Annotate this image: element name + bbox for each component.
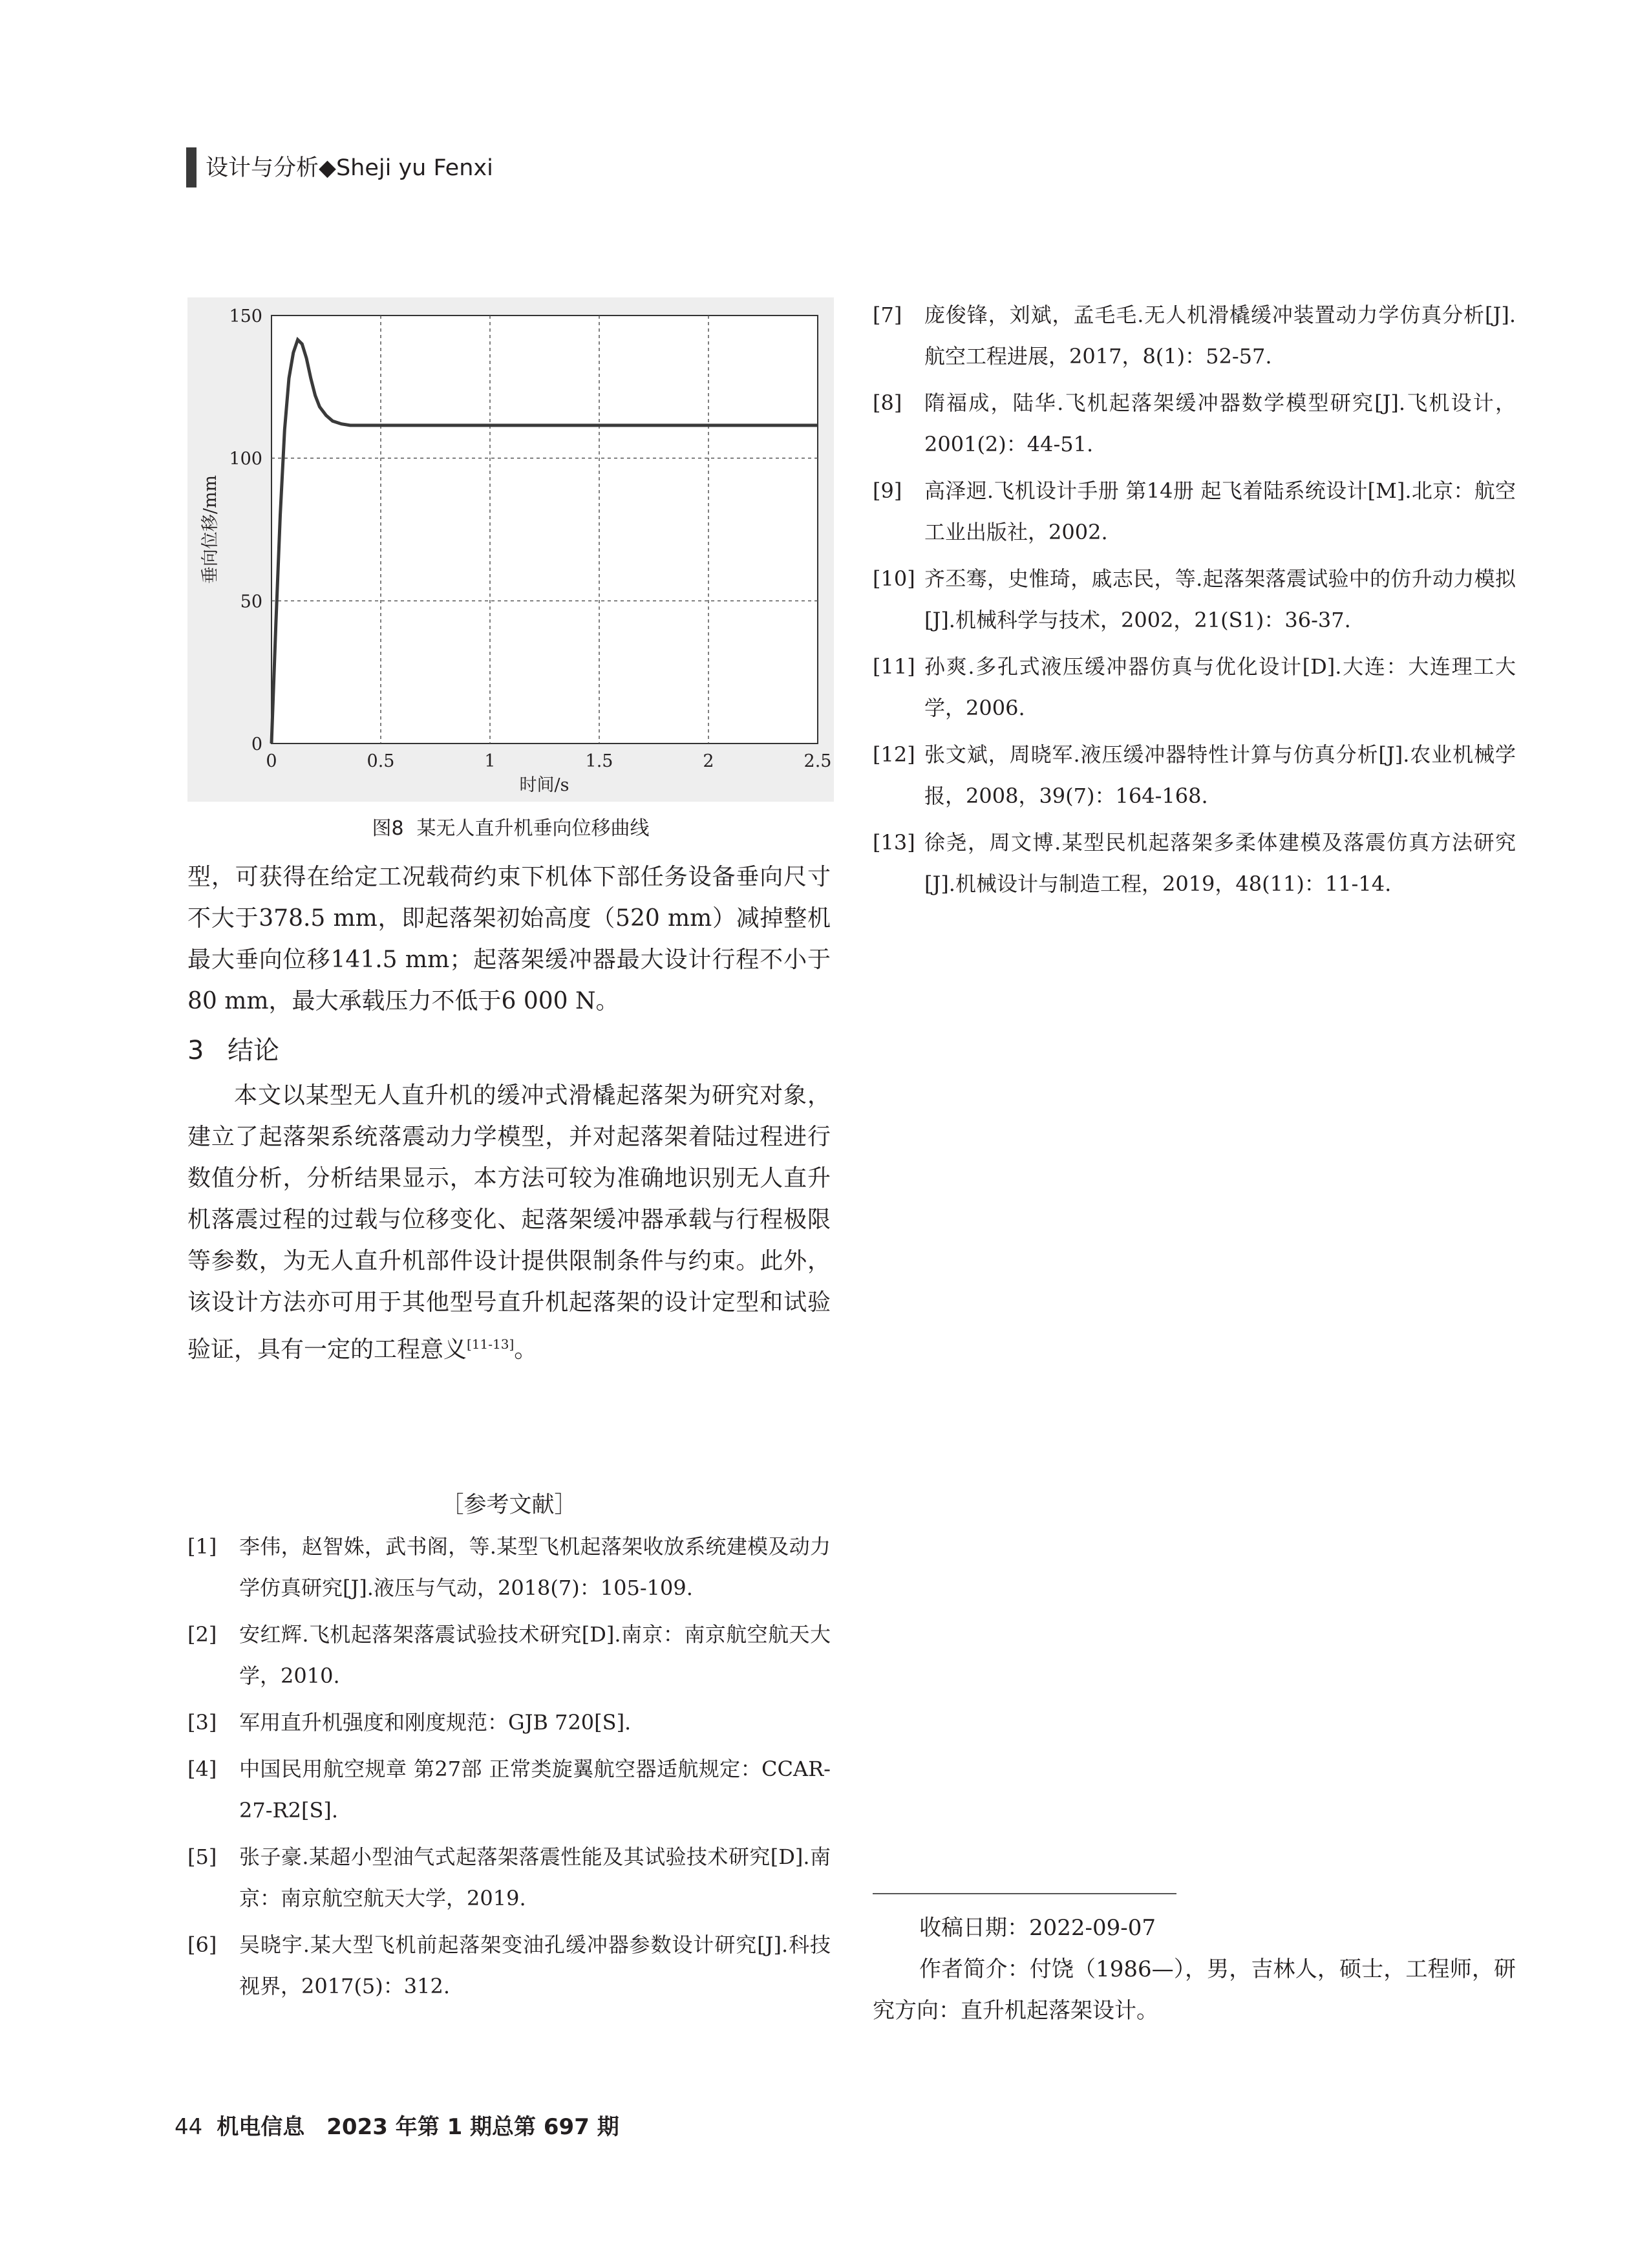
- reference-item: [873, 382, 1516, 465]
- x-tick-label: 1.5: [585, 751, 613, 771]
- footnote-rule: [873, 1893, 1176, 1894]
- references-title: ［参考文献］: [441, 1492, 577, 1518]
- reference-item: [873, 294, 1516, 377]
- reference-item: [873, 558, 1516, 641]
- reference-text: 安红辉.飞机起落架落震试验技术研究[D].南京：南京航空航天大学，2010.: [239, 1622, 831, 1688]
- conclusion-paragraph: [187, 1075, 831, 1371]
- y-tick-label: 100: [229, 449, 262, 469]
- figure-8-chart: [187, 297, 834, 802]
- reference-text: 隋福成，陆华.飞机起落架缓冲器数学模型研究[J].飞机设计，2001(2)：44-51.: [924, 390, 1516, 456]
- section-heading: [187, 1030, 831, 1071]
- left-column-body: [187, 857, 831, 1371]
- figure-title: 某无人直升机垂向位移曲线: [416, 817, 650, 840]
- reference-text: 庞俊锋，刘斌，孟毛毛.无人机滑橇缓冲装置动力学仿真分析[J].航空工程进展，2017，8(1)：52-57.: [924, 303, 1516, 369]
- section-title: 结论: [228, 1036, 279, 1065]
- figure-number: 图8: [372, 817, 404, 840]
- reference-index: [4]: [187, 1757, 217, 1781]
- reference-item: [187, 1702, 831, 1743]
- reference-item: [187, 1924, 831, 2007]
- journal-info: 机电信息 2023 年第 1 期总第 697 期: [217, 2114, 619, 2140]
- running-header: [206, 150, 493, 182]
- displacement-chart: [187, 297, 834, 802]
- reference-index: [3]: [187, 1710, 217, 1735]
- x-tick-label: 0.5: [367, 751, 395, 771]
- reference-index: [5]: [187, 1845, 217, 1869]
- author-bio: 作者简介：付饶（1986—），男，吉林人，硕士，工程师，研究方向：直升机起落架设计。: [873, 1956, 1516, 2024]
- reference-text: 中国民用航空规章 第27部 正常类旋翼航空器适航规定：CCAR-27-R2[S].: [239, 1757, 831, 1823]
- references-right: [873, 294, 1516, 910]
- section-number: 3: [187, 1036, 204, 1065]
- continued-paragraph: 型，可获得在给定工况载荷约束下机体下部任务设备垂向尺寸不大于378.5 mm，即起落架初始高度（520 mm）减掉整机最大垂向位移141.5 mm；起落架缓冲器最大设计行程不小于80 mm，最大承载压力不低于6 000 N。: [187, 864, 831, 1014]
- reference-item: [873, 646, 1516, 729]
- reference-text: 徐尧，周文博.某型民机起落架多柔体建模及落震仿真方法研究[J].机械设计与制造工程，2019，48(11)：11-14.: [924, 830, 1516, 896]
- reference-text: 军用直升机强度和刚度规范：GJB 720[S].: [239, 1710, 632, 1735]
- received-date: 收稿日期：2022-09-07: [919, 1915, 1156, 1941]
- references-left: [187, 1526, 831, 2012]
- reference-index: [13]: [873, 830, 915, 855]
- plot-area: [271, 316, 818, 744]
- x-tick-label: 0: [266, 751, 277, 771]
- x-tick-label: 2: [703, 751, 714, 771]
- reference-index: [7]: [873, 303, 902, 327]
- header-separator: ◆: [319, 155, 336, 181]
- reference-item: [873, 470, 1516, 553]
- reference-index: [11]: [873, 654, 915, 679]
- reference-index: [10]: [873, 566, 915, 591]
- reference-item: [187, 1526, 831, 1609]
- reference-index: [6]: [187, 1932, 217, 1957]
- y-tick-label: 50: [240, 592, 262, 612]
- page-number: 44: [175, 2114, 203, 2140]
- reference-text: 高泽迥.飞机设计手册 第14册 起飞着陆系统设计[M].北京：航空工业出版社，2002.: [924, 478, 1516, 544]
- x-tick-label: 2.5: [803, 751, 832, 771]
- y-axis-label: 垂向位移/mm: [200, 475, 220, 584]
- reference-index: [2]: [187, 1622, 217, 1647]
- y-tick-label: 150: [229, 306, 262, 326]
- reference-item: [187, 1748, 831, 1831]
- reference-item: [873, 734, 1516, 817]
- y-tick-label: 0: [251, 734, 262, 754]
- reference-index: [12]: [873, 742, 915, 767]
- reference-text: 张子豪.某超小型油气式起落架落震性能及其试验技术研究[D].南京：南京航空航天大学，2019.: [239, 1845, 831, 1910]
- reference-item: [187, 1614, 831, 1696]
- conclusion-text: 本文以某型无人直升机的缓冲式滑橇起落架为研究对象，建立了起落架系统落震动力学模型，并对起落架着陆过程进行数值分析，分析结果显示，本方法可较为准确地识别无人直升机落震过程的过载与位移变化、起落架缓冲器承载与行程极限等参数，为无人直升机部件设计提供限制条件与约束。此外，该设计方法亦可用于其他型号直升机起落架的设计定型和试验验证，具有一定的工程意义: [187, 1082, 831, 1363]
- header-bar: [186, 147, 197, 187]
- reference-index: [1]: [187, 1534, 217, 1559]
- reference-text: 吴晓宇.某大型飞机前起落架变油孔缓冲器参数设计研究[J].科技视界，2017(5)：312.: [239, 1932, 831, 1998]
- conclusion-end: 。: [514, 1336, 538, 1363]
- reference-text: 孙爽.多孔式液压缓冲器仿真与优化设计[D].大连：大连理工大学，2006.: [924, 654, 1516, 720]
- reference-item: [873, 822, 1516, 904]
- conclusion-citation: [11-13]: [467, 1336, 515, 1352]
- reference-text: 李伟，赵智姝，武书阁，等.某型飞机起落架收放系统建模及动力学仿真研究[J].液压与气动，2018(7)：105-109.: [239, 1534, 831, 1600]
- reference-text: 齐丕骞，史惟琦，戚志民，等.起落架落震试验中的仿升动力模拟[J].机械科学与技术，2002，21(S1)：36-37.: [924, 566, 1516, 632]
- reference-item: [187, 1836, 831, 1919]
- x-axis-label: 时间/s: [519, 775, 569, 795]
- page-footer: [175, 2109, 619, 2141]
- reference-text: 张文斌，周晓军.液压缓冲器特性计算与仿真分析[J].农业机械学报，2008，39(7)：164-168.: [924, 742, 1516, 808]
- reference-index: [9]: [873, 478, 902, 503]
- article-meta: [873, 1907, 1516, 2031]
- figure-caption: [187, 812, 834, 840]
- reference-index: [8]: [873, 390, 902, 415]
- header-section: 设计与分析: [206, 155, 319, 181]
- x-tick-label: 1: [484, 751, 496, 771]
- header-pinyin: Sheji yu Fenxi: [335, 155, 493, 181]
